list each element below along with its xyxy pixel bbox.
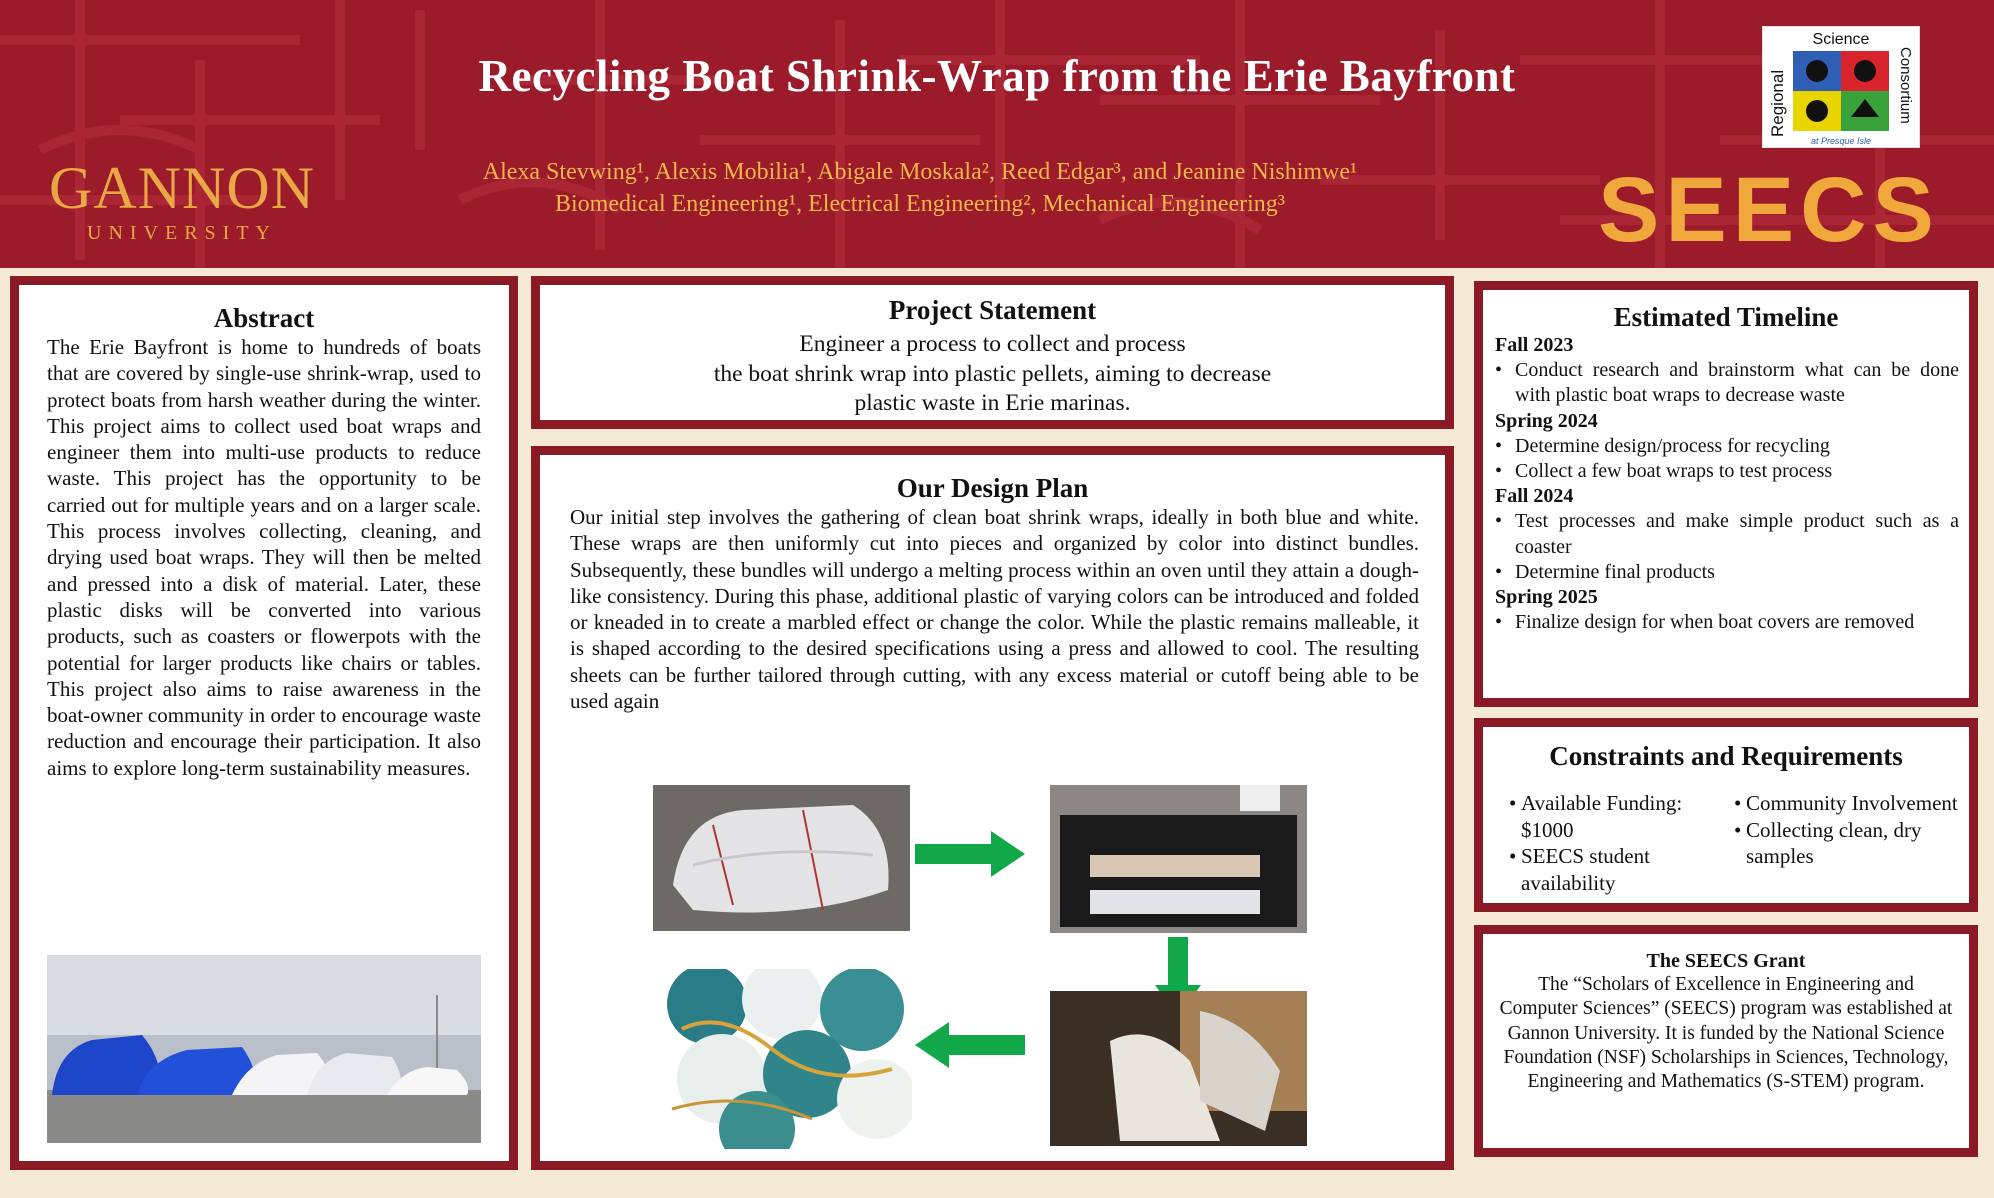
design-plan-panel [531,446,1454,1170]
timeline-panel [1474,281,1978,707]
arrow-left-icon [915,1022,1025,1068]
timeline-list [1483,333,1969,635]
gannon-logo: GANNON UNIVERSITY [49,155,315,244]
constraint-item: • Available Funding: $1000 [1509,790,1734,843]
poster-header [0,0,1994,268]
timeline-item: • Conduct research and brainstorm what can be done with plastic boat wraps to decrease waste [1495,358,1959,408]
constraints-panel [1474,718,1978,912]
svg-text:at Presque Isle: at Presque Isle [1810,136,1872,146]
constraint-item: • SEECS student availability [1509,843,1734,896]
seecs-logo: SEECS [1598,159,1940,261]
design-plan-heading: Our Design Plan [896,473,1089,503]
grant-heading: The SEECS Grant [1646,950,1806,972]
abstract-panel [10,276,518,1170]
authors-line: Alexa Stevwing¹, Alexis Mobilia¹, Abigale Moskala², Reed Edgar³, and Jeanine Nishimwe¹ [482,159,1358,185]
timeline-season: Fall 2024 [1495,485,1574,508]
constraints-list [1483,790,1969,896]
grant-text: The “Scholars of Excellence in Engineering and Computer Sciences” (SEECS) program was established at Gannon University. It is funded by the National Science Foundation (NSF) Scholarships in Sciences, Technology, Engineering and Mathematics (S-STEM) program. [1499,974,1953,1093]
timeline-item: • Collect a few boat wraps to test process [1495,459,1959,484]
oven-melting-photo [1050,785,1307,933]
project-statement-heading: Project Statement [888,295,1097,325]
arrow-right-icon [915,831,1025,877]
design-plan-text: Our initial step involves the gathering of clean boat shrink wraps, ideally in both blue and white. These wraps are then uniformly cut into pieces and organized by color into distinct bundles. Subsequently, these bundles will undergo a melting process within an oven until they attain a dough-like consistency. During this phase, additional plastic of varying colors can be introduced and folded or kneaded in to create a marbled effect or change the color. While the plastic remains malleable, it is shaped according to the desired specifications using a press and allowed to cool. The resulting sheets can be further tailored through cutting, with any excess material or cutoff being able to be used again [570,505,1419,714]
shrink-wrapped-boats-photo [47,955,481,1143]
svg-text:Science: Science [1812,31,1870,48]
timeline-item: • Finalize design for when boat covers are removed [1495,610,1959,635]
shrink-wrap-bundle-photo [653,785,910,931]
constraint-item: • Community Involvement [1734,790,1959,817]
departments-line: Biomedical Engineering¹, Electrical Engineering², Mechanical Engineering³ [555,191,1285,217]
project-statement-panel [531,276,1454,429]
timeline-item: • Test processes and make simple product such as a coaster [1495,509,1959,559]
timeline-item: • Determine final products [1495,560,1959,585]
press-shaping-photo [1050,991,1307,1146]
regional-science-consortium-logo [1762,26,1920,148]
svg-text:Regional: Regional [1768,69,1787,137]
marbled-coasters-photo [662,969,912,1149]
project-statement-text: Engineer a process to collect and process the boat shrink wrap into plastic pellets, aiming to decrease plastic waste in Erie marinas. [713,331,1272,416]
poster-title: Recycling Boat Shrink-Wrap from the Erie Bayfront [478,51,1516,101]
abstract-heading: Abstract [213,303,315,333]
timeline-season: Spring 2025 [1495,586,1598,609]
timeline-season: Spring 2024 [1495,409,1598,432]
authors-block [330,156,1510,220]
svg-text:Consortium: Consortium [1897,47,1914,124]
timeline-season: Fall 2023 [1495,334,1574,356]
grant-panel [1474,925,1978,1157]
abstract-text: The Erie Bayfront is home to hundreds of boats that are covered by single-use shrink-wrap, used to protect boats from harsh weather during the winter. This project aims to collect used boat wraps and engineer them into multi-use products to reduce waste. This project has the opportunity to be carried out for multiple years and on a larger scale. This process involves collecting, cleaning, and drying used boat wraps. They will then be melted and pressed into a disk of material. Later, these plastic disks will be converted into various products, such as coasters or flowerpots with the potential for larger products like chairs or tables. This project also aims to raise awareness in the boat-owner community in order to encourage waste reduction and encourage their participation. It also aims to explore long-term sustainability measures. [47,335,481,780]
timeline-item: • Determine design/process for recycling [1495,434,1959,459]
constraints-heading: Constraints and Requirements [1549,741,1903,771]
timeline-heading: Estimated Timeline [1613,302,1839,332]
constraint-item: • Collecting clean, dry samples [1734,817,1959,870]
